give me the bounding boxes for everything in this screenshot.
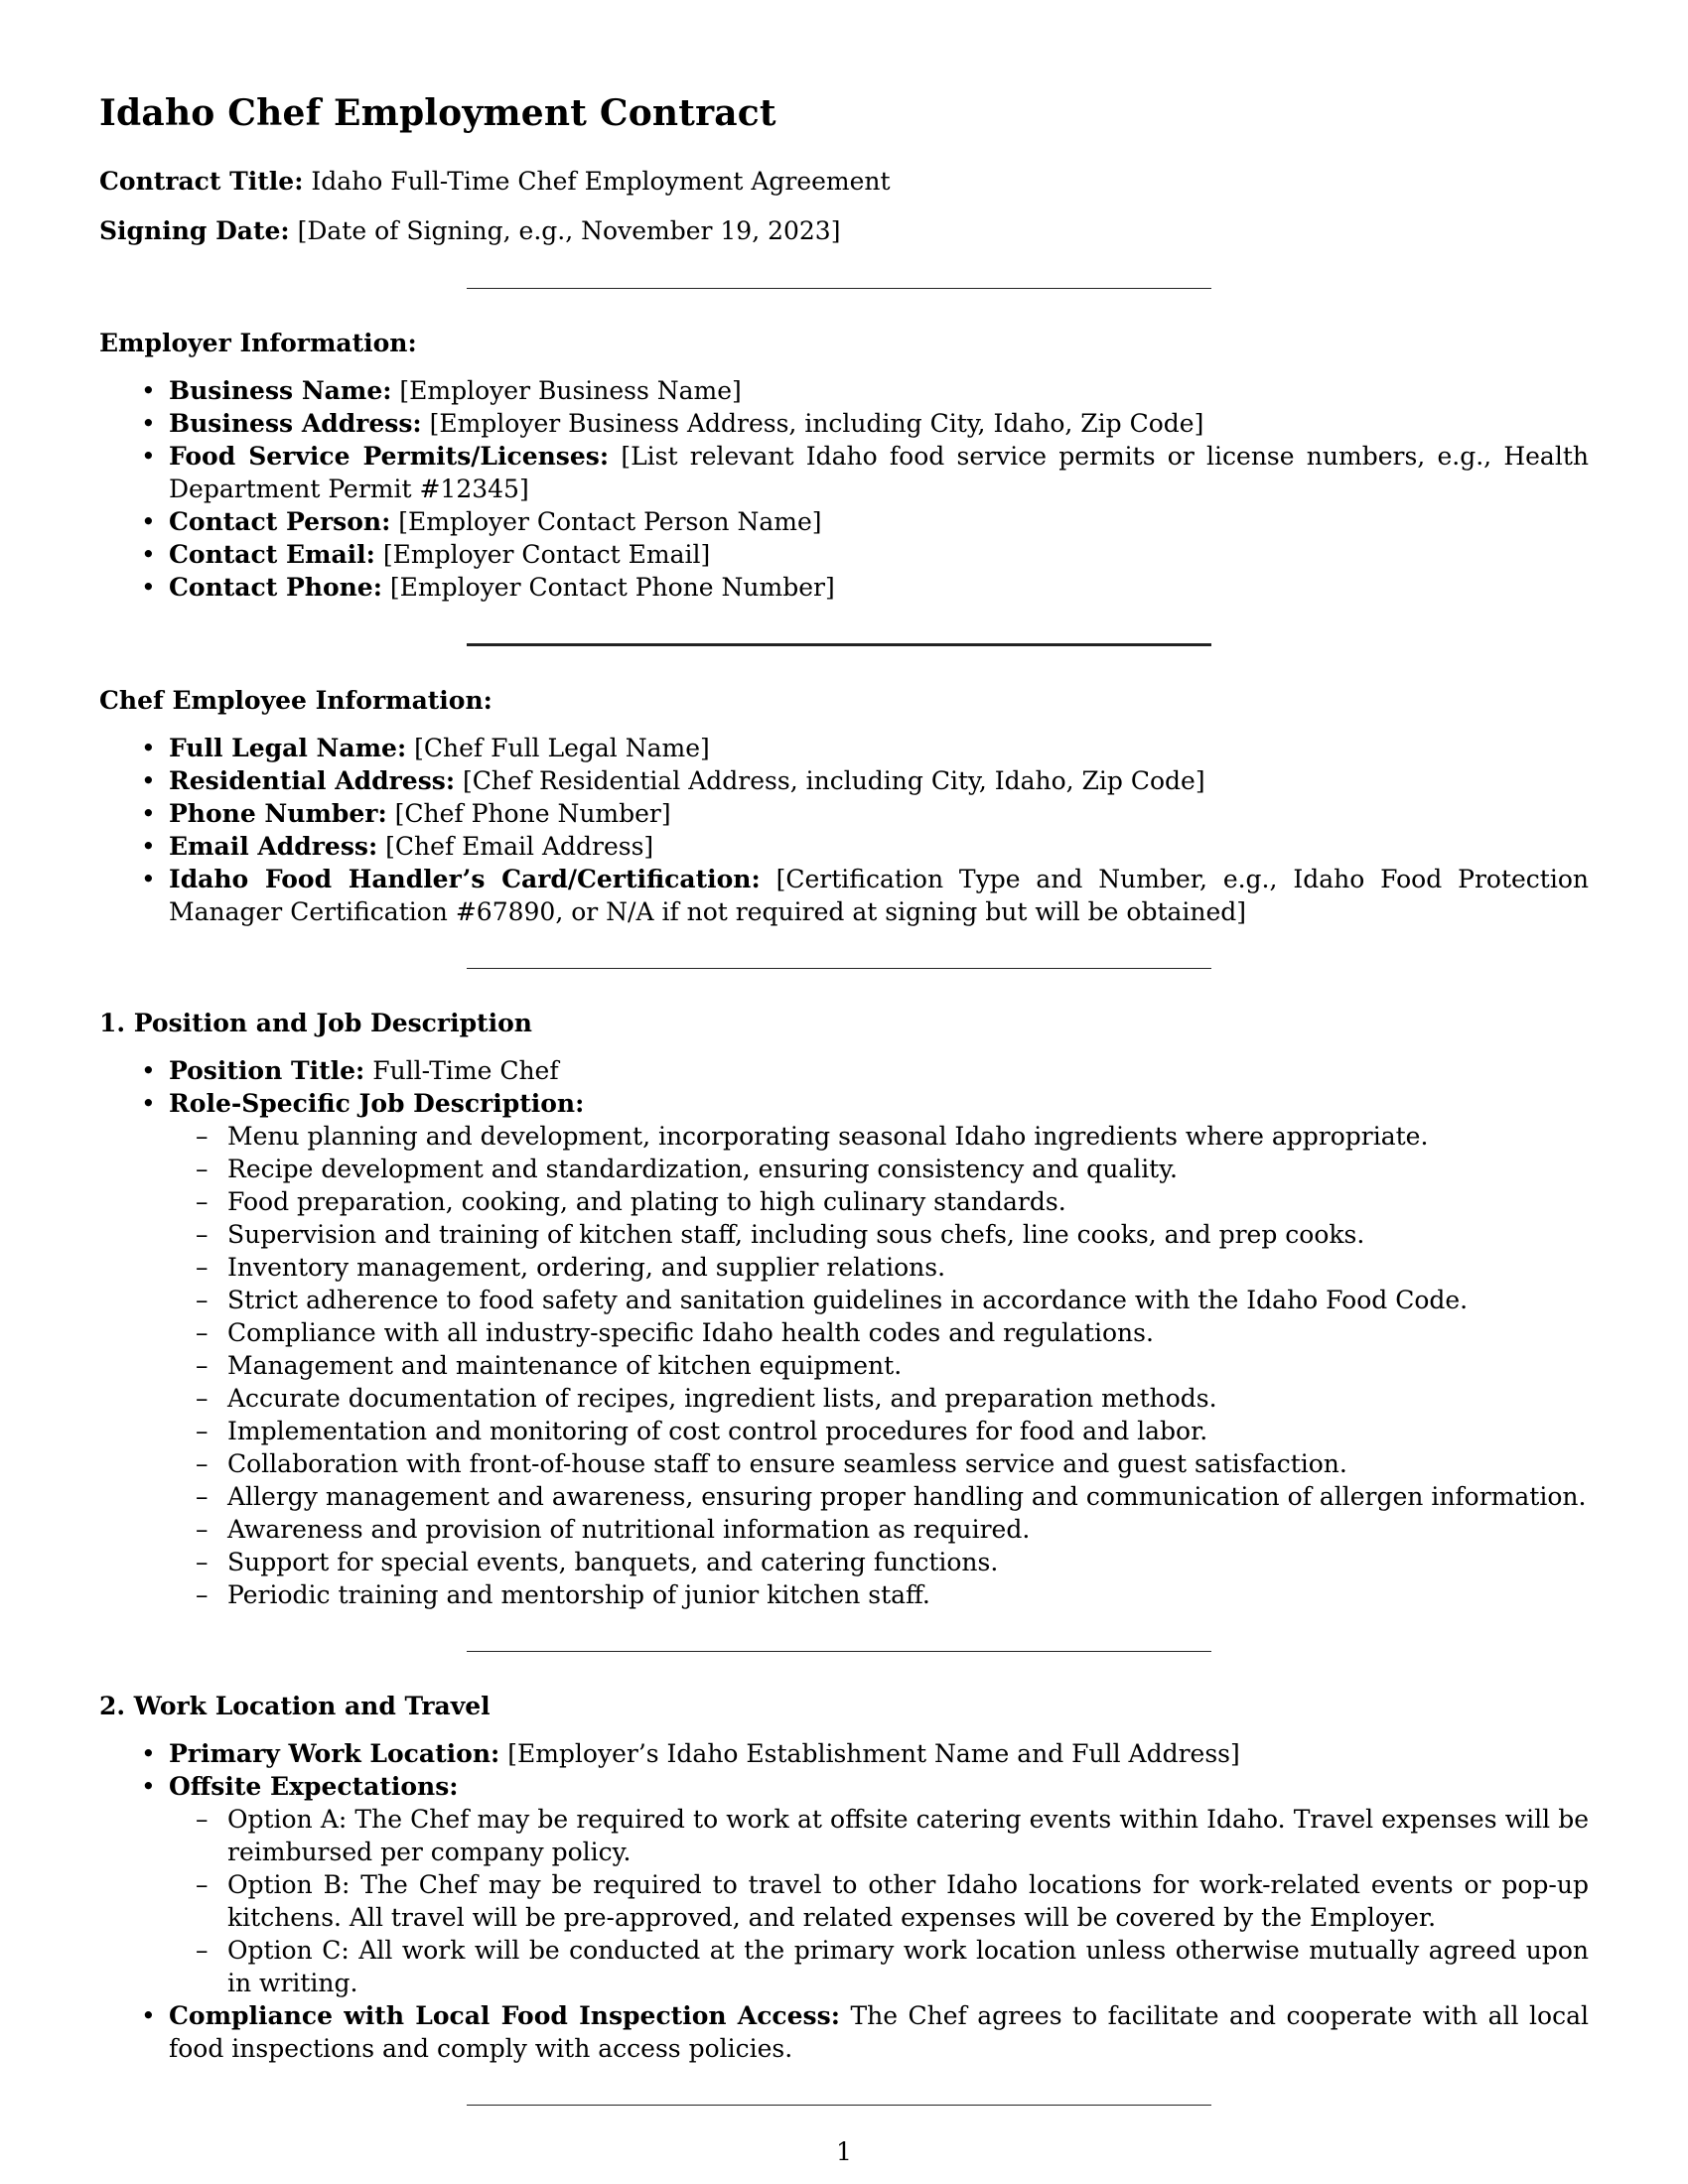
list-item [99, 505, 1589, 538]
list-item [99, 407, 1589, 440]
item-label: Residential Address: [169, 766, 456, 795]
item-value: [Chef Full Legal Name] [414, 734, 710, 762]
option-item: – Option A: The Chef may be required to work at offsite catering events within Idaho. Travel expenses will be reimbursed per company policy. [169, 1803, 1589, 1868]
item-label: Position Title: [169, 1056, 365, 1085]
item-value: [Employer Business Address, including City, Idaho, Zip Code] [429, 409, 1204, 438]
divider [467, 288, 1211, 289]
contract-title-label: Contract Title: [99, 167, 304, 196]
list-item [99, 830, 1589, 863]
list-item [99, 732, 1589, 764]
item-value: [Chef Phone Number] [394, 799, 671, 828]
list-item [99, 1737, 1589, 1770]
item-value: [Chef Residential Address, including City, Idaho, Zip Code] [463, 766, 1205, 795]
duty-item: – Support for special events, banquets, and catering functions. [169, 1546, 1589, 1578]
item-label: Email Address: [169, 832, 378, 861]
item-label: Compliance with Local Food Inspection Access: [169, 2001, 840, 2030]
section-2-heading: 2. Work Location and Travel [99, 1692, 491, 1720]
signing-date-label: Signing Date: [99, 216, 290, 245]
item-label: Contact Person: [169, 507, 391, 536]
list-item [99, 1770, 1589, 1999]
duty-item: – Compliance with all industry-specific Idaho health codes and regulations. [169, 1316, 1589, 1349]
item-label: Primary Work Location: [169, 1739, 500, 1768]
duty-item: – Menu planning and development, incorporating seasonal Idaho ingredients where appropriate. [169, 1120, 1589, 1153]
section-1-list [99, 1054, 1589, 1611]
list-item [99, 440, 1589, 505]
document-title: Idaho Chef Employment Contract [99, 92, 776, 134]
duties-list [169, 1120, 1589, 1611]
item-label: Contact Email: [169, 540, 375, 569]
divider [467, 968, 1211, 969]
option-item: – Option B: The Chef may be required to travel to other Idaho locations for work-related events or pop-up kitchens. All travel will be pre-approved, and related expenses will be covered by the Employer. [169, 1868, 1589, 1934]
chef-list [99, 732, 1589, 928]
page-number: 1 [836, 2137, 852, 2166]
duty-item: – Strict adherence to food safety and sanitation guidelines in accordance with the Idaho Food Code. [169, 1284, 1589, 1316]
duty-item: – Awareness and provision of nutritional information as required. [169, 1513, 1589, 1546]
list-item [99, 374, 1589, 407]
duty-item: – Supervision and training of kitchen staff, including sous chefs, line cooks, and prep cooks. [169, 1218, 1589, 1251]
duty-item: – Accurate documentation of recipes, ingredient lists, and preparation methods. [169, 1382, 1589, 1415]
list-item [99, 571, 1589, 604]
duty-item: – Management and maintenance of kitchen equipment. [169, 1349, 1589, 1382]
item-value: [Employer’s Idaho Establishment Name and Full Address] [507, 1739, 1240, 1768]
duty-item: – Collaboration with front-of-house staff to ensure seamless service and guest satisfaction. [169, 1447, 1589, 1480]
item-label: Offsite Expectations: [169, 1772, 459, 1801]
duty-item: – Inventory management, ordering, and supplier relations. [169, 1251, 1589, 1284]
section-1-heading: 1. Position and Job Description [99, 1009, 532, 1037]
list-item [99, 1999, 1589, 2065]
divider [467, 2105, 1211, 2106]
item-value: [Employer Business Name] [399, 376, 742, 405]
signing-date-line [99, 214, 1589, 248]
item-value: [List relevant Idaho food service permits or license numbers, e.g., Health Department Permit #12345] [169, 442, 1589, 503]
item-label: Idaho Food Handler’s Card/Certification: [169, 865, 761, 893]
contract-title-value: Idaho Full-Time Chef Employment Agreement [311, 167, 891, 196]
item-label: Contact Phone: [169, 573, 382, 602]
duty-item: – Implementation and monitoring of cost control procedures for food and labor. [169, 1415, 1589, 1447]
divider [467, 1651, 1211, 1652]
duty-item: – Recipe development and standardization, ensuring consistency and quality. [169, 1153, 1589, 1185]
offsite-options-list [169, 1803, 1589, 1999]
item-value: [Employer Contact Email] [382, 540, 711, 569]
item-label: Full Legal Name: [169, 734, 407, 762]
employer-list [99, 374, 1589, 604]
list-item [99, 1087, 1589, 1611]
duty-item: – Food preparation, cooking, and plating to high culinary standards. [169, 1185, 1589, 1218]
item-value: [Employer Contact Person Name] [398, 507, 822, 536]
list-item [99, 538, 1589, 571]
item-value: [Chef Email Address] [385, 832, 654, 861]
item-label: Food Service Permits/Licenses: [169, 442, 610, 471]
option-item: – Option C: All work will be conducted at the primary work location unless otherwise mutually agreed upon in writing. [169, 1934, 1589, 1999]
chef-heading: Chef Employee Information: [99, 686, 492, 715]
document-page [99, 87, 1589, 2143]
item-value: Full-Time Chef [372, 1056, 559, 1085]
section-2-list [99, 1737, 1589, 2065]
contract-title-line [99, 165, 1589, 199]
item-label: Business Address: [169, 409, 422, 438]
employer-heading: Employer Information: [99, 329, 417, 357]
list-item [99, 863, 1589, 928]
item-label: Phone Number: [169, 799, 387, 828]
duty-item: – Allergy management and awareness, ensuring proper handling and communication of allergen information. [169, 1480, 1589, 1513]
list-item [99, 797, 1589, 830]
signing-date-value: [Date of Signing, e.g., November 19, 2023] [297, 216, 841, 245]
item-value: [Employer Contact Phone Number] [389, 573, 835, 602]
divider [467, 643, 1211, 646]
duty-item: – Periodic training and mentorship of junior kitchen staff. [169, 1578, 1589, 1611]
item-value: The Chef agrees to facilitate and cooperate with all local food inspections and comply with access policies. [169, 2001, 1589, 2063]
list-item [99, 764, 1589, 797]
item-value: [Certification Type and Number, e.g., Idaho Food Protection Manager Certification #67890, or N/A if not required at signing but will be obtained] [169, 865, 1589, 926]
item-label: Business Name: [169, 376, 392, 405]
item-label: Role-Specific Job Description: [169, 1089, 585, 1118]
list-item [99, 1054, 1589, 1087]
